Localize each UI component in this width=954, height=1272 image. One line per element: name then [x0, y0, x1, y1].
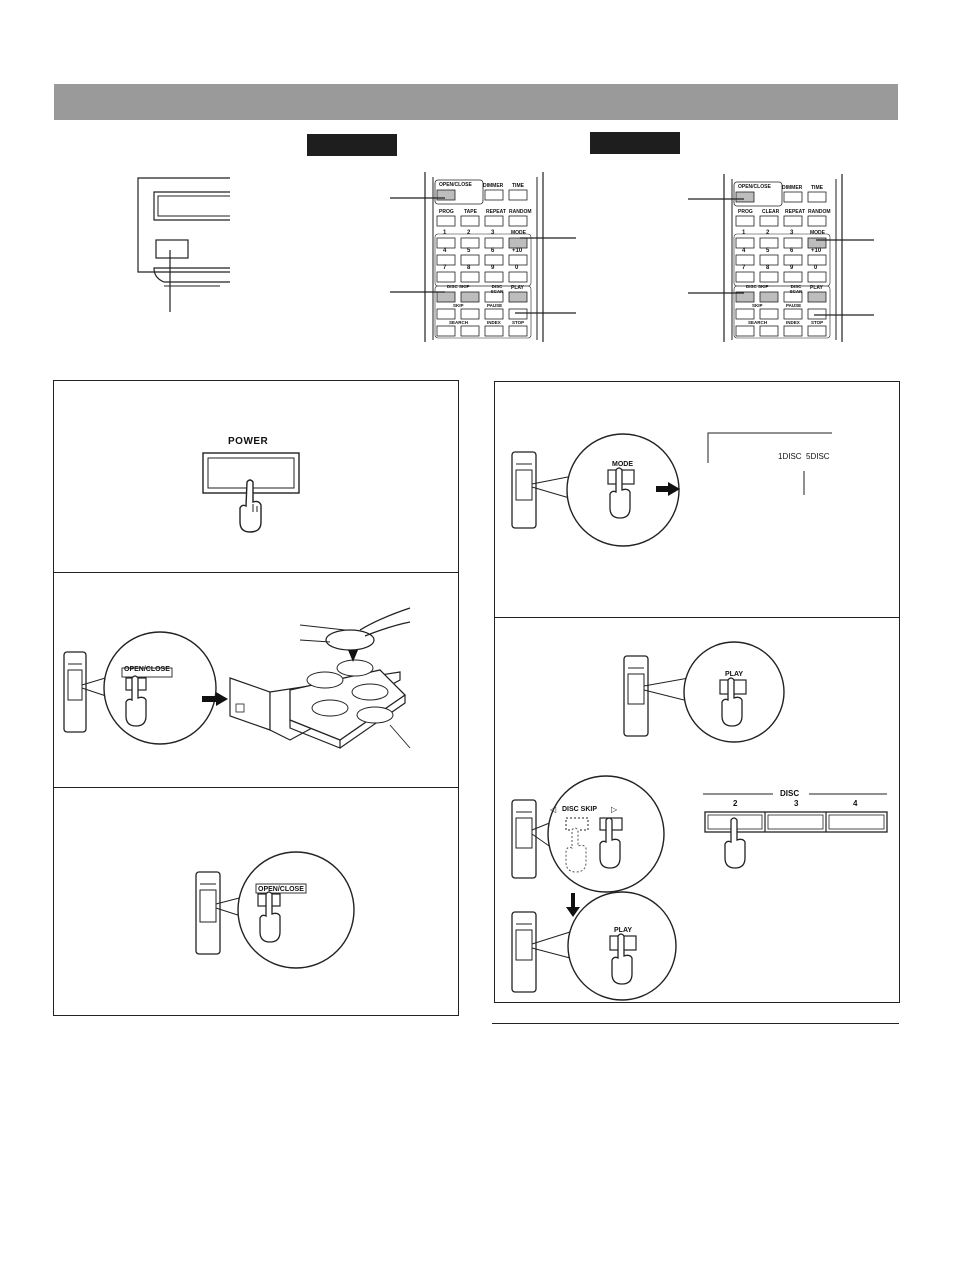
left-divider-2 — [53, 787, 459, 788]
remote-b-disc-scan-label: DISC SCAN — [789, 284, 803, 294]
remote-a-dimmer-label: DIMMER — [483, 183, 504, 189]
remote-hand-mode-illustration — [508, 432, 683, 562]
remote-b-stop-label: STOP — [811, 320, 824, 325]
remote-b-key-2: 2 — [766, 230, 770, 236]
remote-b-key-6: 6 — [790, 248, 794, 254]
remote-a-index-label: INDEX — [487, 320, 501, 325]
remote-b-repeat-label: REPEAT — [785, 209, 805, 215]
remote-a-key-4: 4 — [443, 248, 447, 254]
open-close-label-step2: OPEN/CLOSE — [124, 666, 170, 673]
remote-a-time-label: TIME — [512, 183, 524, 189]
right-divider-1 — [494, 617, 900, 618]
remote-a-key-6: 6 — [491, 248, 495, 254]
disc-skip-label: DISC SKIP — [562, 806, 598, 813]
remote-a-prog-label: PROG — [439, 209, 454, 215]
remote-hand-close-illustration — [192, 836, 412, 966]
remote-a-disc-skip-label: DISC SKIP — [447, 284, 470, 289]
remote-a-key-9: 9 — [491, 265, 495, 271]
remote-hand-disc-skip-illustration — [508, 782, 663, 892]
remote-b-open-close-label: OPEN/CLOSE — [738, 184, 771, 190]
remote-a-open-close-label: OPEN/CLOSE — [439, 182, 472, 188]
remote-b-search-label: SEARCH — [748, 320, 768, 325]
remote-b-clear-label: CLEAR — [762, 209, 780, 215]
skip-left-icon: ◁ — [550, 805, 557, 814]
disc-number-4: 4 — [853, 799, 858, 808]
player-front-illustration — [130, 170, 240, 315]
remote-a-skip-label: SKIP — [453, 303, 464, 308]
remote-b-key-4: 4 — [742, 248, 746, 254]
open-close-label-step3: OPEN/CLOSE — [258, 886, 304, 893]
remote-b-mode-label: MODE — [810, 230, 825, 236]
finger-press-icon — [236, 478, 266, 534]
remote-a-play-label: PLAY — [511, 285, 524, 291]
remote-b-disc-skip-label: DISC SKIP — [746, 284, 769, 289]
remote-b-time-label: TIME — [811, 185, 823, 191]
play-label-step-skip: PLAY — [614, 927, 633, 934]
remote-b-random-label: RANDOM — [808, 209, 831, 215]
play-label: PLAY — [725, 671, 744, 678]
disc-tray-illustration — [230, 600, 420, 760]
remote-a-key-1: 1 — [443, 230, 447, 236]
remote-hand-play-illustration — [620, 640, 790, 750]
remote-b-key-1: 1 — [742, 230, 746, 236]
remote-a-pause-label: PAUSE — [487, 303, 503, 308]
mode-label: MODE — [612, 461, 633, 468]
left-divider-1 — [53, 572, 459, 573]
remote-tag-b — [590, 132, 680, 154]
remote-a-random-label: RANDOM — [509, 209, 532, 215]
remote-b-index-label: INDEX — [786, 320, 800, 325]
skip-right-icon: ▷ — [611, 805, 618, 814]
footer-divider — [492, 1023, 899, 1024]
remote-b-key-3: 3 — [790, 230, 794, 236]
remote-b-key-5: 5 — [766, 248, 770, 254]
remote-b-pause-label: PAUSE — [786, 303, 802, 308]
remote-a-tape-label: TAPE — [464, 209, 477, 215]
remote-a-mode-label: MODE — [511, 230, 526, 236]
power-label: POWER — [228, 436, 269, 447]
remote-a-repeat-label: REPEAT — [486, 209, 506, 215]
disc-number-3: 3 — [794, 799, 799, 808]
remote-b-key-0: 0 — [814, 265, 818, 271]
display-bracket-lines — [708, 433, 832, 497]
remote-b-skip-label: SKIP — [752, 303, 763, 308]
remote-b-key-7: 7 — [742, 265, 746, 271]
remote-b-key-9: 9 — [790, 265, 794, 271]
remote-b-callout-lines — [688, 195, 878, 320]
disc-number-2: 2 — [733, 799, 738, 808]
remote-b-key-8: 8 — [766, 265, 770, 271]
remote-a-key-3: 3 — [491, 230, 495, 236]
remote-b-prog-label: PROG — [738, 209, 753, 215]
remote-a-key-7: 7 — [443, 265, 447, 271]
remote-a-disc-scan-label: DISC SCAN — [490, 284, 504, 294]
mode-display-text: 1DISC 5DISC — [778, 452, 830, 461]
remote-b-key-plus10: +10 — [811, 248, 822, 254]
remote-a-key-0: 0 — [515, 265, 519, 271]
remote-a-key-5: 5 — [467, 248, 471, 254]
remote-a-key-plus10: +10 — [512, 248, 523, 254]
remote-tag-a — [307, 134, 397, 156]
remote-a-key-8: 8 — [467, 265, 471, 271]
disc-header-label: DISC — [780, 789, 800, 798]
section-header-bar — [54, 84, 898, 120]
remote-a-search-label: SEARCH — [449, 320, 469, 325]
remote-b-dimmer-label: DIMMER — [782, 185, 803, 191]
remote-a-key-2: 2 — [467, 230, 471, 236]
remote-hand-play2-illustration — [508, 900, 678, 1005]
arrow-right-icon — [202, 692, 228, 706]
remote-b-play-label: PLAY — [810, 285, 823, 291]
remote-a-stop-label: STOP — [512, 320, 525, 325]
remote-a-callout-lines — [390, 190, 580, 320]
